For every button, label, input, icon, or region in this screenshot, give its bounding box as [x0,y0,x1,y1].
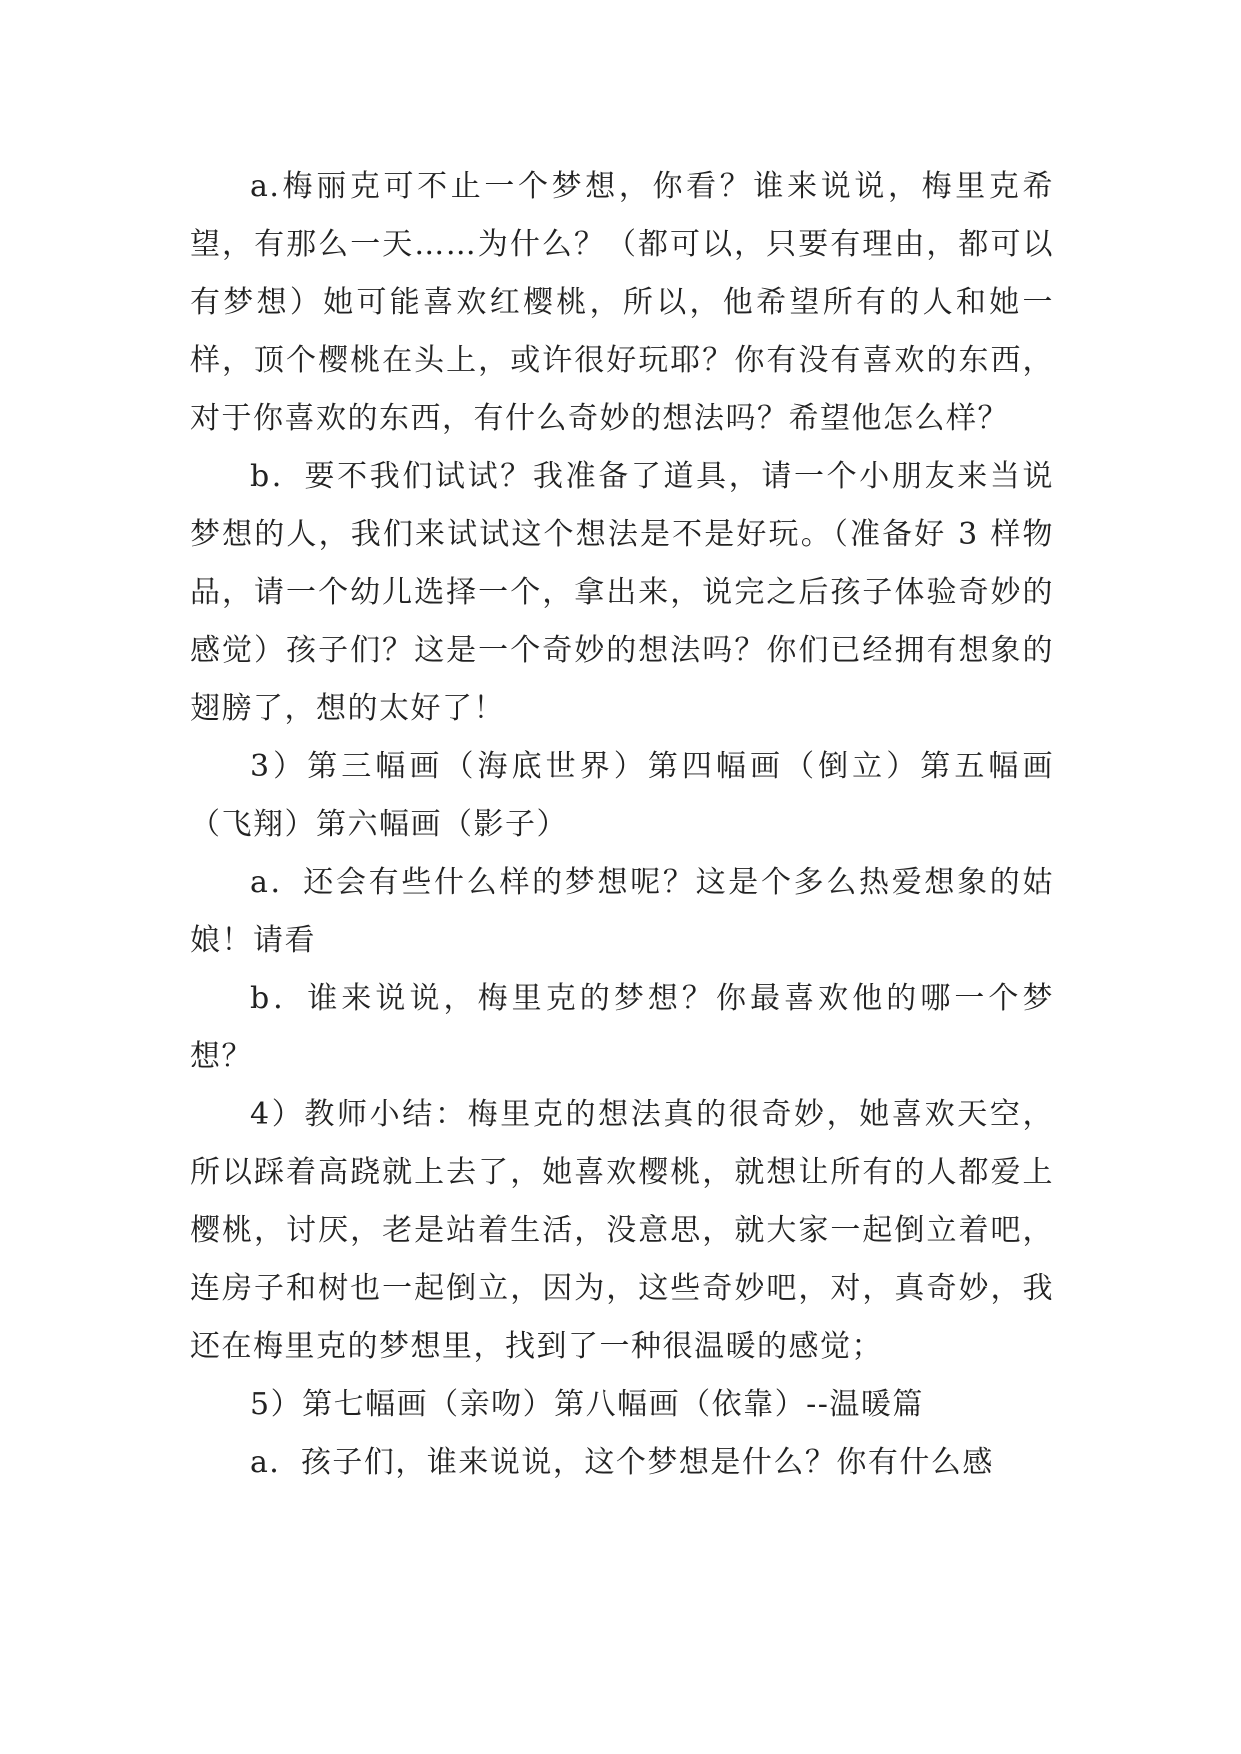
paragraph-a-dreams: a.梅丽克可不止一个梦想，你看？谁来说说，梅里克希望，有那么一天……为什么？（都可以，只要有理由，都可以有梦想）她可能喜欢红樱桃，所以，他希望所有的人和她一样，顶个樱桃在头上，或许很好玩耶？你有没有喜欢的东西，对于你喜欢的东西，有什么奇妙的想法吗？希望他怎么样？ [190,169,1054,436]
paragraph-step-3: 3）第三幅画（海底世界）第四幅画（倒立）第五幅画（飞翔）第六幅画（影子） [190,749,1054,842]
paragraph-b-try-it: b．要不我们试试？我准备了道具，请一个小朋友来当说梦想的人，我们来试试这个想法是不是好玩。（准备好 3 样物品，请一个幼儿选择一个，拿出来，说完之后孩子体验奇妙的感觉）孩子们？这是一个奇妙的想法吗？你们已经拥有想象的翅膀了，想的太好了！ [190,459,1054,726]
paragraph-step-3-a: a．还会有些什么样的梦想呢？这是个多么热爱想象的姑娘！请看 [190,865,1054,958]
paragraph-step-5-a: a．孩子们，谁来说说，这个梦想是什么？你有什么感 [250,1445,994,1480]
paragraph-step-3-b: b．谁来说说，梅里克的梦想？你最喜欢他的哪一个梦想？ [190,981,1054,1074]
paragraph-step-4-summary: 4）教师小结：梅里克的想法真的很奇妙，她喜欢天空，所以踩着高跷就上去了，她喜欢樱桃，就想让所有的人都爱上樱桃，讨厌，老是站着生活，没意思，就大家一起倒立着吧，连房子和树也一起倒立，因为，这些奇妙吧，对，真奇妙，我还在梅里克的梦想里，找到了一种很温暖的感觉； [190,1097,1054,1364]
paragraph-step-5: 5）第七幅画（亲吻）第八幅画（依靠）--温暖篇 [250,1387,924,1422]
document-body [190,158,1054,1492]
